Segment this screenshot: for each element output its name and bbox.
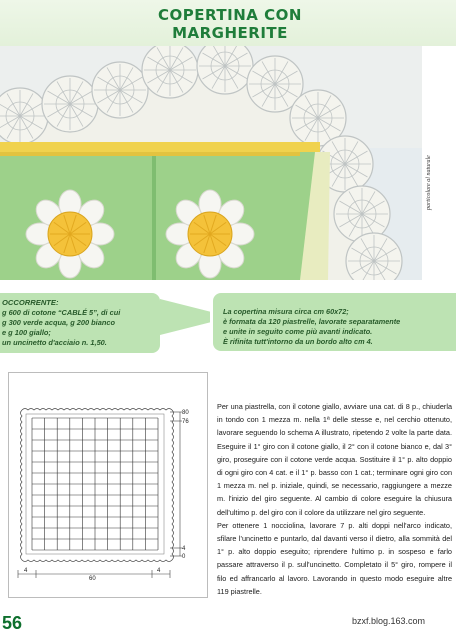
description-line: e unite in seguito come più avanti indicato.: [223, 327, 373, 336]
instructions: [217, 400, 452, 598]
lace-fan: [92, 62, 148, 118]
schema-bottom-4-right: 4: [157, 568, 161, 574]
schema-label-80: 80: [182, 410, 189, 416]
description-box: [213, 293, 456, 351]
materials-line: g 600 di cotone “CABLÉ 5”, di cui: [2, 308, 121, 317]
materials-title: OCCORRENTE:: [2, 298, 59, 307]
assembly-schema: [10, 398, 210, 598]
instructions-paragraph: Per una piastrella, con il cotone giallo, avviare una cat. di 8 p., chiuderla in tondo con 1 mezza m. nella 1ª delle stesse e, nel cerchio ottenuto, lavorare seguendo lo schema A illustrato, ripetendo 2 volte la parte data. Eseguire il 1° giro con il cotone giallo, il 2° con il cotone bianco e, dal 3° giro, proseguire con il cotone verde acqua. Sostituire il 1° p. alto doppio di ogni giro con 4 cat. e il 1° p. basso con 1 cat.; terminare ogni giro con 1 mezza m. nel p. iniziale, quindi, se necessario, raggiungere a mezze m. l'inizio del giro seguente. Al cambio di colore eseguire la chiusura dell'ultimo p. del giro con il colore da utilizzare nel giro seguente.: [217, 402, 452, 517]
lace-fan: [142, 46, 198, 98]
description-line: La copertina misura circa cm 60x72;: [223, 307, 349, 316]
lace-photo: [0, 46, 422, 280]
materials-line: g 300 verde acqua, g 200 bianco: [2, 318, 115, 327]
crochet-blanket-illustration: [0, 46, 422, 280]
schema-bottom-4-left: 4: [24, 568, 28, 574]
description-line: è formata da 120 piastrelle, lavorate separatamente: [223, 317, 401, 326]
daisy-flower: [26, 190, 114, 278]
materials-line: un uncinetto d'acciaio n. 1,50.: [2, 338, 107, 347]
instructions-paragraph: Per ottenere 1 nocciolina, lavorare 7 p. alti doppi nell'arco indicato, sfilare l'uncinetto e puntarlo, dal davanti verso il dietro, alla sommità del 1° p. alto doppio eseguito; riprendere l'ultimo p. in sospeso e farlo passare attraverso il p. sull'uncinetto. Completato il 5° giro, rompere il filo ed affrancarlo al lavoro. Lavorando in questo modo eseguire altre 119 piastrelle.: [217, 520, 452, 596]
schema-label-0: 0: [182, 554, 186, 560]
schema-bottom-60: 60: [89, 576, 96, 582]
schema-grid: [32, 418, 158, 550]
photo-caption: particolare al naturale: [426, 155, 432, 210]
schema-border: [21, 409, 174, 562]
description-line: È rifinita tutt'intorno da un bordo alto cm 4.: [223, 337, 373, 346]
daisy-flower: [166, 190, 254, 278]
lace-fan: [0, 88, 48, 144]
materials-box: [0, 293, 160, 353]
page-number: 56: [2, 613, 23, 633]
lace-fan: [197, 46, 253, 94]
connector-arrow: [160, 299, 210, 335]
materials-line: e g 100 giallo;: [2, 328, 51, 337]
lace-fan: [42, 76, 98, 132]
schema-label-76: 76: [182, 419, 189, 425]
watermark: bzxf.blog.163.com: [352, 616, 426, 626]
page-title: COPERTINA CON MARGHERITE: [158, 6, 302, 42]
schema-label-4: 4: [182, 546, 186, 552]
